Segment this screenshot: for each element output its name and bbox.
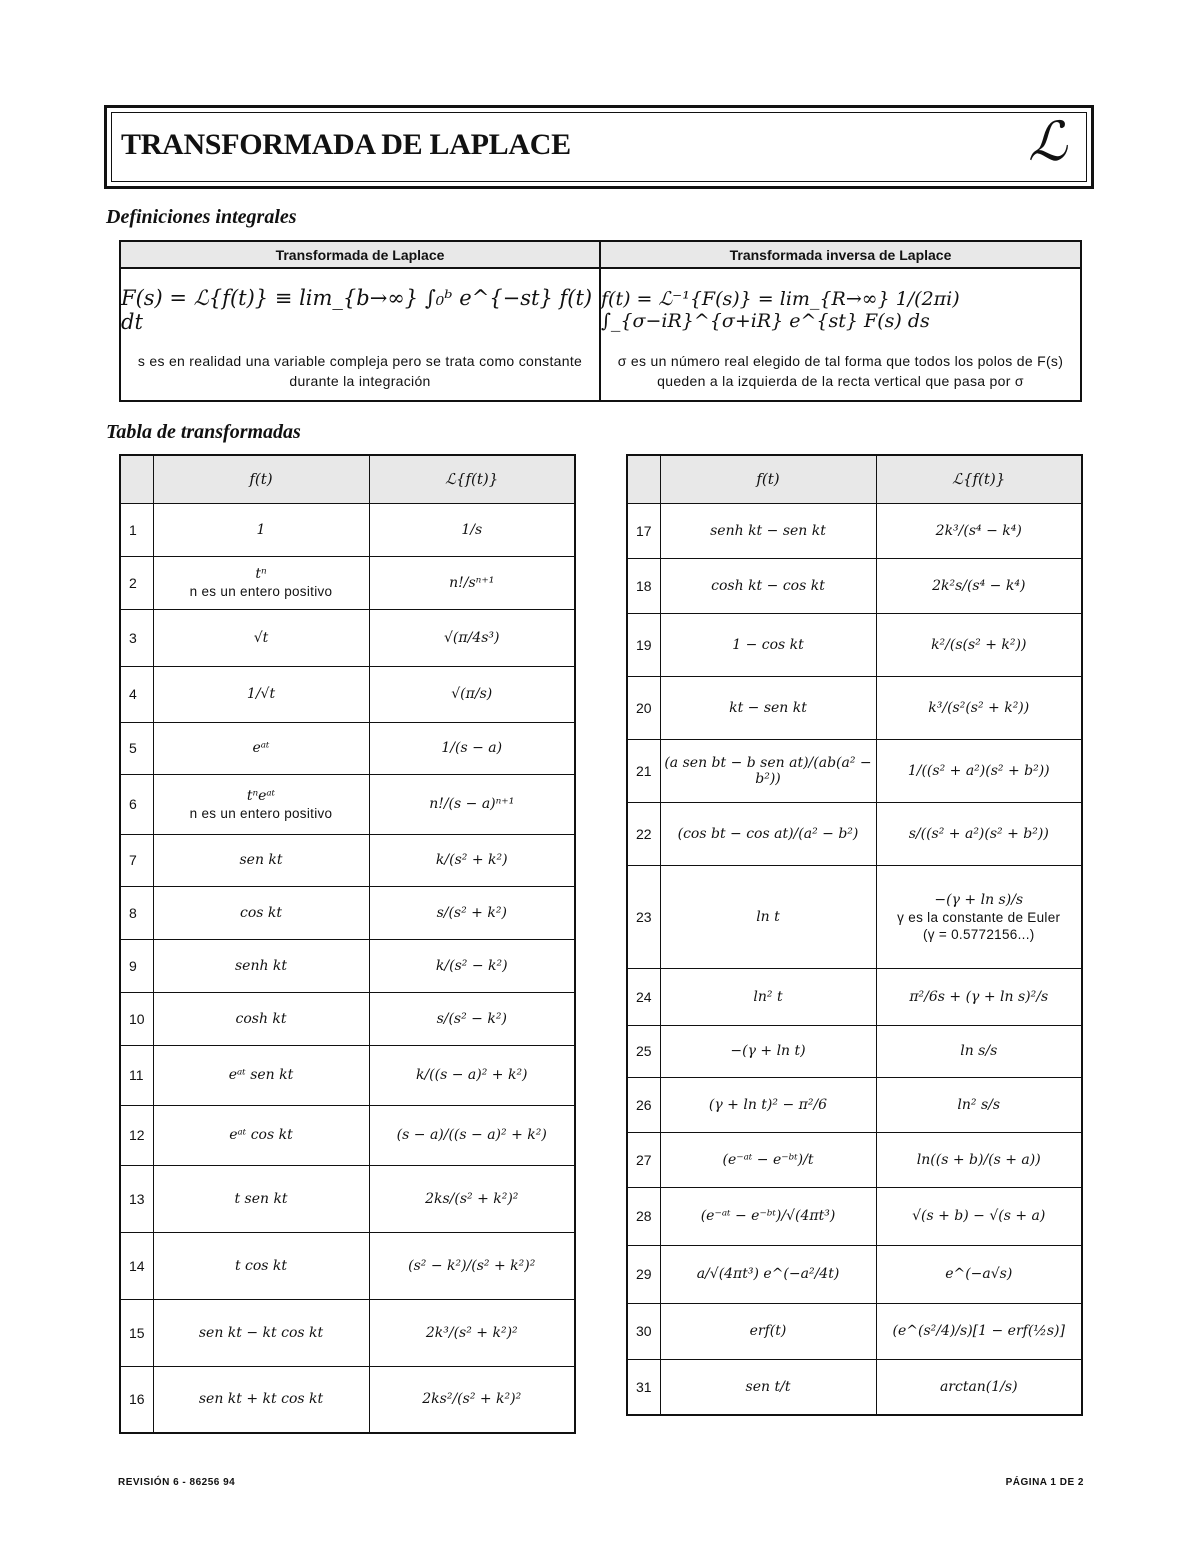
function-expression: senh kt [234,957,288,974]
function-expression: t sen kt [234,1190,288,1207]
table-row [120,939,575,992]
row-number: 12 [120,1105,153,1165]
transform-cell [369,1299,575,1366]
function-cell [660,1187,876,1245]
function-cell [660,865,876,968]
row-number: 7 [120,834,153,886]
definitions-heading: Definiciones integrales [106,206,297,228]
row-number: 25 [627,1025,660,1077]
function-cell [660,1077,876,1132]
function-expression: 1 [256,521,266,538]
transform-expression: k/(s² − k²) [435,957,508,974]
laplace-formula: F(s) = ℒ{f(t)} ≡ lim_{b→∞} ∫₀ᵇ e^{−st} f(t) dt [121,286,593,334]
table-row [627,558,1082,613]
function-cell [660,676,876,739]
transform-expression: k/((s − a)² + k²) [415,1067,528,1083]
row-number: 14 [120,1232,153,1299]
row-number: 13 [120,1165,153,1232]
function-expression: erf(t) [749,1323,787,1339]
transform-cell [369,1105,575,1165]
transform-cell [876,676,1082,739]
table-row [627,1187,1082,1245]
header-L: ℒ{f(t)} [876,455,1082,503]
transform-expression: ln s/s [960,1043,998,1059]
function-expression: 1 − cos kt [732,636,804,653]
transform-cell [369,886,575,939]
function-cell [153,666,369,722]
transform-expression: s/((s² + a²)(s² + b²)) [908,825,1049,842]
function-expression: eᵃᵗ sen kt [228,1067,294,1083]
transform-cell [876,865,1082,968]
header-corner [120,455,153,503]
function-expression: a/√(4πt³) e^(−a²/4t) [696,1266,840,1282]
function-expression: √t [253,629,269,646]
table-header-row [627,455,1082,503]
transform-cell [369,1232,575,1299]
table-row [120,503,575,556]
table-row [120,774,575,834]
function-expression: (e⁻ᵃᵗ − e⁻ᵇᵗ)/√(4πt³) [700,1208,836,1224]
function-cell [153,503,369,556]
header-L: ℒ{f(t)} [369,455,575,503]
transform-expression: s/(s² − k²) [436,1010,507,1027]
function-expression: eᵃᵗ [252,740,270,756]
table-row [627,1359,1082,1415]
row-number: 22 [627,802,660,865]
inverse-definition [601,242,1080,400]
function-expression: (cos bt − cos at)/(a² − b²) [677,825,859,842]
laplace-note: s es en realidad una variable compleja pero se trata como constante durante la integración [137,353,583,389]
transform-expression: 1/s [461,521,483,538]
transforms-table-left [119,454,576,1434]
function-cell [153,886,369,939]
transform-expression: 1/((s² + a²)(s² + b²)) [907,762,1050,779]
table-row [120,556,575,609]
transform-cell [369,834,575,886]
function-cell [660,1132,876,1187]
transform-cell [876,739,1082,802]
function-expression: 1/√t [246,686,276,702]
transform-cell [876,613,1082,676]
function-cell [153,556,369,609]
function-cell [153,1366,369,1433]
row-number: 28 [627,1187,660,1245]
function-expression: tⁿeᵃᵗ [246,787,276,804]
function-cell [153,1232,369,1299]
table-row [120,1165,575,1232]
transform-cell [876,1303,1082,1359]
function-expression: cosh kt − cos kt [711,577,825,594]
transform-expression: e^(−a√s) [945,1266,1013,1282]
transform-cell [876,1077,1082,1132]
transform-cell [876,968,1082,1025]
function-cell [153,609,369,666]
table-row [120,666,575,722]
transform-expression: 2k³/(s² + k²)² [425,1324,518,1341]
function-cell [660,802,876,865]
transform-cell [369,774,575,834]
table-row [627,802,1082,865]
definitions-table [119,240,1082,402]
function-cell [660,1245,876,1303]
row-number: 1 [120,503,153,556]
function-note: n es un entero positivo [189,805,333,821]
laplace-logo: ℒ [1028,110,1067,173]
transform-expression: 2ks²/(s² + k²)² [422,1391,522,1408]
transform-cell [369,1366,575,1433]
transform-expression: k³/(s²(s² + k²)) [928,699,1030,716]
transform-cell [369,503,575,556]
transform-expression: n!/(s − a)ⁿ⁺¹ [429,796,515,812]
row-number: 21 [627,739,660,802]
row-number: 24 [627,968,660,1025]
table-row [120,992,575,1045]
function-cell [153,1045,369,1105]
transform-cell [876,503,1082,558]
transform-cell [369,722,575,774]
function-expression: kt − sen kt [729,699,807,716]
function-cell [660,613,876,676]
function-expression: sen t/t [745,1378,791,1395]
transform-cell [876,1359,1082,1415]
row-number: 17 [627,503,660,558]
table-row [120,1232,575,1299]
transform-expression: √(π/s) [451,686,493,702]
transform-expression: √(s + b) − √(s + a) [912,1208,1046,1224]
row-number: 29 [627,1245,660,1303]
function-expression: t cos kt [234,1257,288,1274]
header-corner [627,455,660,503]
function-expression: eᵃᵗ cos kt [229,1127,293,1143]
row-number: 9 [120,939,153,992]
row-number: 18 [627,558,660,613]
transform-expression: arctan(1/s) [939,1378,1018,1395]
transform-expression: 2k²s/(s⁴ − k⁴) [932,577,1026,594]
row-number: 5 [120,722,153,774]
table-row [120,834,575,886]
table-row [120,1105,575,1165]
transform-expression: √(π/4s³) [444,629,500,646]
row-number: 11 [120,1045,153,1105]
footer-revision: REVISIÓN 6 - 86256 94 [118,1477,236,1488]
transform-cell [876,558,1082,613]
function-cell [153,1165,369,1232]
function-cell [660,739,876,802]
row-number: 16 [120,1366,153,1433]
transform-cell [369,1165,575,1232]
transform-cell [876,1025,1082,1077]
transform-cell [369,1045,575,1105]
transform-note: (γ = 0.5772156...) [922,926,1035,942]
table-row [627,968,1082,1025]
table-row [627,1077,1082,1132]
row-number: 23 [627,865,660,968]
transform-expression: s/(s² + k²) [436,904,507,921]
function-expression: (a sen bt − b sen at)/(ab(a² − b²)) [664,754,872,787]
function-cell [660,968,876,1025]
table-heading: Tabla de transformadas [106,421,301,443]
function-cell [153,722,369,774]
row-number: 26 [627,1077,660,1132]
table-row [120,722,575,774]
row-number: 3 [120,609,153,666]
header-f: f(t) [153,455,369,503]
row-number: 20 [627,676,660,739]
transform-expression: (s − a)/((s − a)² + k²) [396,1127,547,1143]
inverse-formula: f(t) = ℒ⁻¹{F(s)} = lim_{R→∞} 1/(2πi) ∫_{σ−iR}^{σ+iR} e^{st} F(s) ds [601,288,960,332]
function-cell [153,774,369,834]
transform-expression: n!/sⁿ⁺¹ [449,574,495,591]
transform-expression: 2ks/(s² + k²)² [425,1190,519,1207]
function-cell [153,939,369,992]
table-row [120,1299,575,1366]
function-cell [660,558,876,613]
row-number: 30 [627,1303,660,1359]
transform-expression: π²/6s + (γ + ln s)²/s [909,988,1049,1005]
row-number: 10 [120,992,153,1045]
row-number: 15 [120,1299,153,1366]
transform-cell [876,1245,1082,1303]
transform-expression: (e^(s²/4)/s)[1 − erf(½s)] [892,1323,1065,1339]
transform-expression: ln((s + b)/(s + a)) [916,1151,1041,1168]
transform-cell [369,992,575,1045]
transform-expression: k²/(s(s² + k²)) [931,636,1027,653]
function-cell [153,1299,369,1366]
transform-cell [369,556,575,609]
row-number: 2 [120,556,153,609]
laplace-header: Transformada de Laplace [121,242,599,269]
row-number: 27 [627,1132,660,1187]
row-number: 8 [120,886,153,939]
transform-expression: k/(s² + k²) [435,852,508,868]
function-expression: sen kt [239,852,283,868]
function-expression: −(γ + ln t) [730,1043,806,1059]
function-cell [660,1359,876,1415]
transform-cell [369,939,575,992]
transform-cell [369,609,575,666]
function-expression: (e⁻ᵃᵗ − e⁻ᵇᵗ)/t [722,1151,814,1168]
row-number: 31 [627,1359,660,1415]
footer-page: PÁGINA 1 DE 2 [1005,1477,1084,1488]
function-note: n es un entero positivo [189,584,333,599]
transform-cell [876,802,1082,865]
table-row [627,1132,1082,1187]
row-number: 6 [120,774,153,834]
function-cell [153,992,369,1045]
function-cell [660,503,876,558]
table-row [627,1245,1082,1303]
function-expression: cos kt [239,904,282,921]
row-number: 4 [120,666,153,722]
table-row [627,1303,1082,1359]
function-expression: ln t [756,908,780,925]
function-cell [153,1105,369,1165]
transform-note: γ es la constante de Euler [897,909,1061,925]
function-expression: (γ + ln t)² − π²/6 [708,1096,828,1113]
table-row [120,609,575,666]
transform-expression: 1/(s − a) [441,740,503,756]
header-f: f(t) [660,455,876,503]
function-expression: tⁿ [255,566,267,582]
function-cell [660,1025,876,1077]
transform-cell [876,1132,1082,1187]
table-row [627,1025,1082,1077]
function-expression: sen kt − kt cos kt [198,1324,324,1341]
transform-cell [876,1187,1082,1245]
function-expression: ln² t [753,988,783,1005]
table-row [627,503,1082,558]
inverse-header: Transformada inversa de Laplace [601,242,1080,269]
function-expression: senh kt − sen kt [710,522,826,539]
function-expression: sen kt + kt cos kt [198,1391,324,1408]
row-number: 19 [627,613,660,676]
table-row [120,886,575,939]
table-row [627,676,1082,739]
table-row [120,1045,575,1105]
function-cell [153,834,369,886]
table-row [120,1366,575,1433]
transform-expression: 2k³/(s⁴ − k⁴) [935,522,1022,539]
table-row [627,865,1082,968]
transform-expression: ln² s/s [957,1096,1001,1113]
table-row [627,739,1082,802]
title-box [104,105,1094,189]
inverse-note: σ es un número real elegido de tal forma que todos los polos de F(s) queden a la izquierda de la recta vertical que pasa por σ [617,353,1064,389]
function-cell [660,1303,876,1359]
page-title: TRANSFORMADA DE LAPLACE [121,128,571,161]
laplace-definition [121,242,601,400]
table-header-row [120,455,575,503]
transforms-table-right [626,454,1083,1416]
table-row [627,613,1082,676]
transform-expression: (s² − k²)/(s² + k²)² [408,1257,536,1274]
function-expression: cosh kt [235,1010,287,1027]
transform-cell [369,666,575,722]
transform-expression: −(γ + ln s)/s [934,891,1024,908]
